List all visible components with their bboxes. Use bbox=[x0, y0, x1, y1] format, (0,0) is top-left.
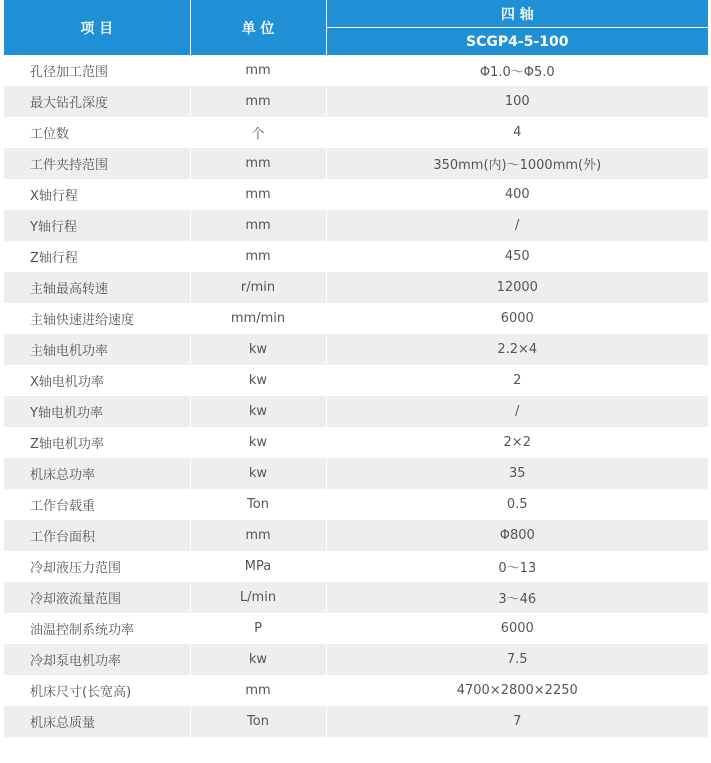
row-item: Z轴行程 bbox=[4, 241, 190, 272]
row-unit: mm bbox=[190, 55, 326, 86]
row-item: 主轴电机功率 bbox=[4, 334, 190, 365]
header-unit: 单 位 bbox=[190, 0, 326, 55]
table-row bbox=[4, 675, 708, 706]
row-item: 冷却液流量范围 bbox=[4, 582, 190, 613]
row-item: X轴行程 bbox=[4, 179, 190, 210]
row-value: Φ800 bbox=[326, 520, 708, 551]
row-value: 350mm(内)～1000mm(外) bbox=[326, 148, 708, 179]
row-item: 机床总质量 bbox=[4, 706, 190, 737]
row-item: 机床总功率 bbox=[4, 458, 190, 489]
row-unit: 个 bbox=[190, 117, 326, 148]
row-item: 主轴快速进给速度 bbox=[4, 303, 190, 334]
table-row bbox=[4, 303, 708, 334]
row-value: 3～46 bbox=[326, 582, 708, 613]
table-row bbox=[4, 644, 708, 675]
row-unit: L/min bbox=[190, 582, 326, 613]
table-row bbox=[4, 458, 708, 489]
row-value: 2×2 bbox=[326, 427, 708, 458]
row-unit: kw bbox=[190, 396, 326, 427]
row-value: / bbox=[326, 210, 708, 241]
row-unit: MPa bbox=[190, 551, 326, 582]
row-item: 主轴最高转速 bbox=[4, 272, 190, 303]
row-value: 35 bbox=[326, 458, 708, 489]
table-row bbox=[4, 365, 708, 396]
row-value: / bbox=[326, 396, 708, 427]
table-header bbox=[4, 0, 708, 55]
row-unit: mm bbox=[190, 520, 326, 551]
row-value: 400 bbox=[326, 179, 708, 210]
row-value: 2 bbox=[326, 365, 708, 396]
row-value: 7.5 bbox=[326, 644, 708, 675]
row-unit: mm/min bbox=[190, 303, 326, 334]
row-item: 最大钻孔深度 bbox=[4, 86, 190, 117]
row-item: 机床尺寸(长宽高) bbox=[4, 675, 190, 706]
row-item: Z轴电机功率 bbox=[4, 427, 190, 458]
row-value: 100 bbox=[326, 86, 708, 117]
row-item: 工件夹持范围 bbox=[4, 148, 190, 179]
table-row bbox=[4, 551, 708, 582]
row-value: 0.5 bbox=[326, 489, 708, 520]
row-value: 7 bbox=[326, 706, 708, 737]
row-value: Φ1.0～Φ5.0 bbox=[326, 55, 708, 86]
row-item: 油温控制系统功率 bbox=[4, 613, 190, 644]
table-body bbox=[4, 55, 708, 737]
header-item: 项 目 bbox=[4, 0, 190, 55]
row-unit: P bbox=[190, 613, 326, 644]
row-value: 12000 bbox=[326, 272, 708, 303]
row-unit: mm bbox=[190, 86, 326, 117]
row-unit: r/min bbox=[190, 272, 326, 303]
table-row bbox=[4, 55, 708, 86]
table-row bbox=[4, 396, 708, 427]
row-value: 6000 bbox=[326, 303, 708, 334]
row-unit: kw bbox=[190, 427, 326, 458]
row-item: 工位数 bbox=[4, 117, 190, 148]
row-item: Y轴行程 bbox=[4, 210, 190, 241]
row-unit: mm bbox=[190, 675, 326, 706]
row-unit: mm bbox=[190, 241, 326, 272]
row-unit: Ton bbox=[190, 706, 326, 737]
table-row bbox=[4, 210, 708, 241]
table-row bbox=[4, 520, 708, 551]
row-item: 孔径加工范围 bbox=[4, 55, 190, 86]
row-item: 工作台载重 bbox=[4, 489, 190, 520]
table-row bbox=[4, 179, 708, 210]
table-row bbox=[4, 334, 708, 365]
row-unit: kw bbox=[190, 365, 326, 396]
row-item: Y轴电机功率 bbox=[4, 396, 190, 427]
table-row bbox=[4, 582, 708, 613]
table-row bbox=[4, 613, 708, 644]
row-value: 450 bbox=[326, 241, 708, 272]
row-value: 0～13 bbox=[326, 551, 708, 582]
row-value: 4700×2800×2250 bbox=[326, 675, 708, 706]
table-row bbox=[4, 427, 708, 458]
row-item: 冷却泵电机功率 bbox=[4, 644, 190, 675]
row-item: X轴电机功率 bbox=[4, 365, 190, 396]
row-unit: mm bbox=[190, 210, 326, 241]
table-row bbox=[4, 86, 708, 117]
header-model: SCGP4-5-100 bbox=[326, 28, 708, 56]
table-row bbox=[4, 117, 708, 148]
row-value: 2.2×4 bbox=[326, 334, 708, 365]
table-row bbox=[4, 148, 708, 179]
spec-table bbox=[4, 0, 708, 737]
table-row bbox=[4, 241, 708, 272]
row-unit: kw bbox=[190, 334, 326, 365]
row-value: 6000 bbox=[326, 613, 708, 644]
row-unit: Ton bbox=[190, 489, 326, 520]
row-value: 4 bbox=[326, 117, 708, 148]
row-item: 工作台面积 bbox=[4, 520, 190, 551]
row-item: 冷却液压力范围 bbox=[4, 551, 190, 582]
row-unit: kw bbox=[190, 644, 326, 675]
table-row bbox=[4, 489, 708, 520]
row-unit: mm bbox=[190, 179, 326, 210]
table-row bbox=[4, 706, 708, 737]
table-row bbox=[4, 272, 708, 303]
row-unit: mm bbox=[190, 148, 326, 179]
row-unit: kw bbox=[190, 458, 326, 489]
header-group: 四 轴 bbox=[326, 0, 708, 28]
